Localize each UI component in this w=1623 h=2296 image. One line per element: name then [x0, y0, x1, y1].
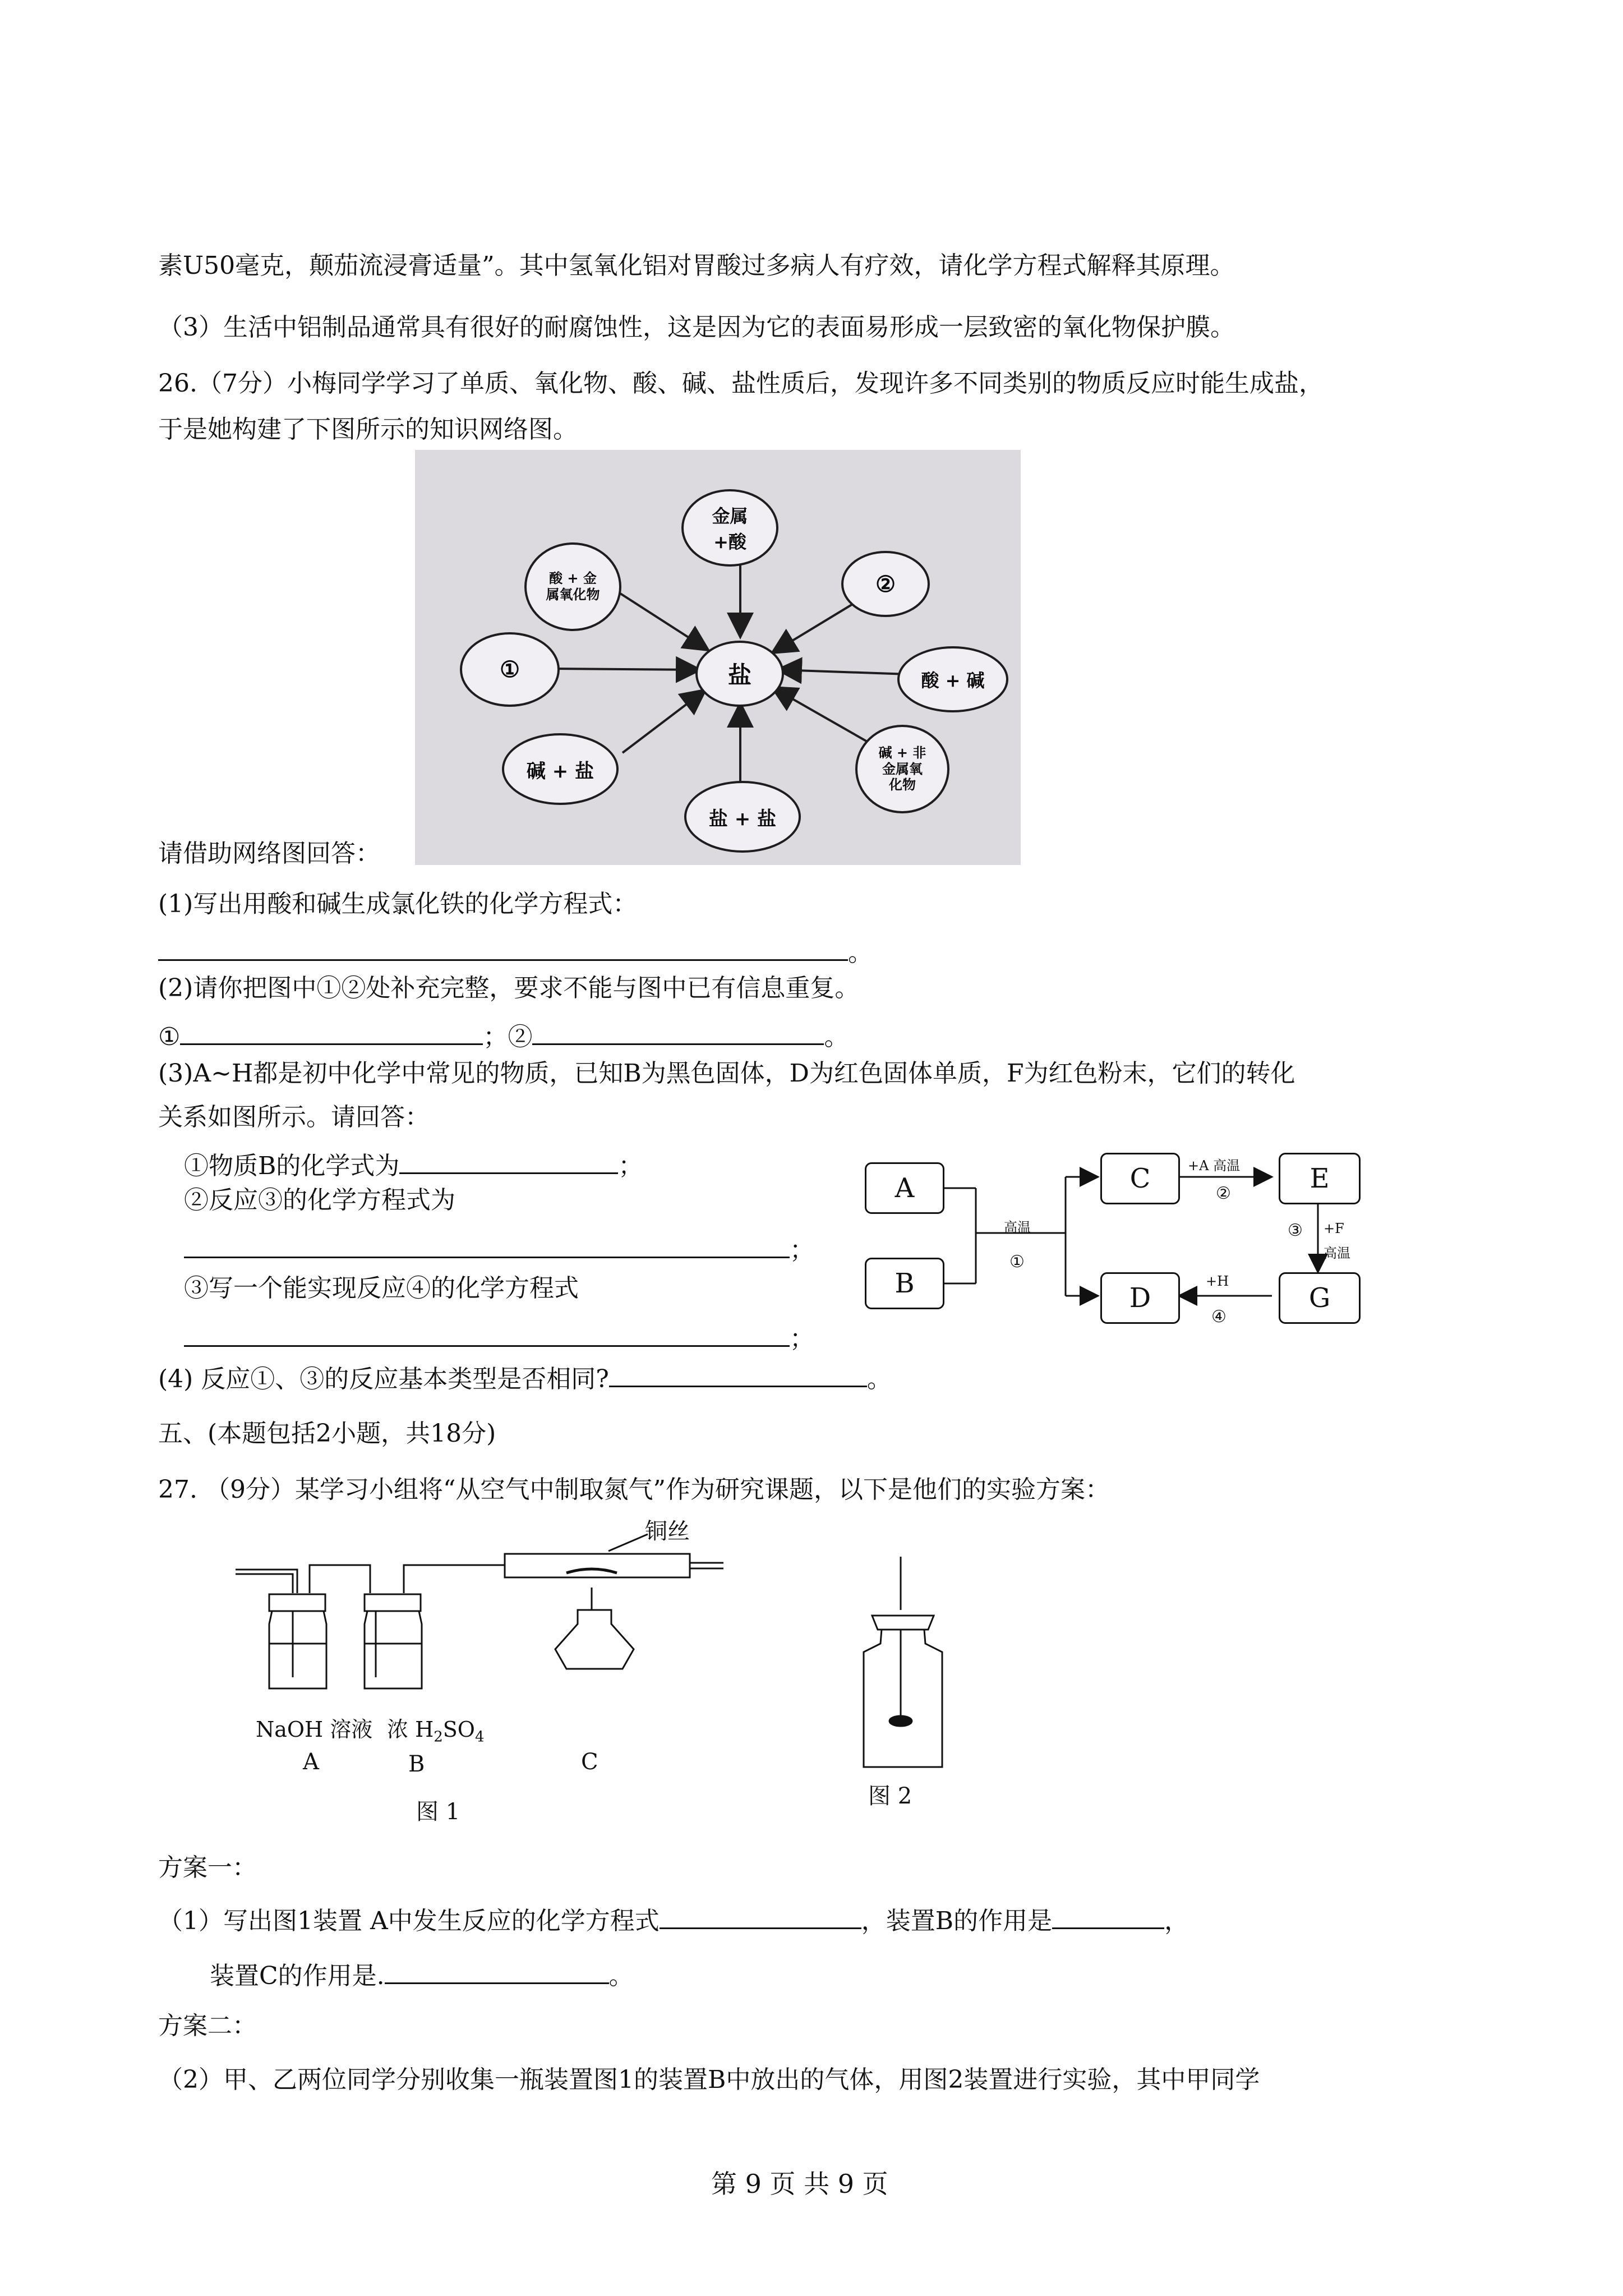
answer-blank-b-formula[interactable]	[399, 1150, 618, 1174]
question-26-line-1: 26.（7分）小梅同学学习了单质、氧化物、酸、碱、盐性质后，发现许多不同类别的物质反应时能生成盐，	[158, 369, 1324, 398]
question-26-3-part-2: ②反应③的化学方程式为	[184, 1186, 455, 1214]
answer-blank-27-1a[interactable]	[660, 1905, 861, 1929]
question-27-1: （1）写出图1装置 A中发生反应的化学方程式 ，装置B的作用是 ，	[158, 1905, 1189, 1934]
question-26-4: (4) 反应①、③的反应基本类型是否相同? 。	[158, 1363, 892, 1392]
apparatus-label-b: B	[408, 1751, 425, 1777]
figure-2-apparatus	[852, 1554, 987, 1789]
section-5-heading: 五、(本题包括2小题，共18分)	[158, 1419, 496, 1448]
flow-box-b: B	[865, 1258, 944, 1309]
question-26-3-part-1: ①物质B的化学式为 ；	[184, 1150, 643, 1179]
network-node-1: ①	[460, 632, 560, 707]
question-26-3-part-3: ③写一个能实现反应④的化学方程式	[184, 1274, 579, 1303]
plan-two-heading: 方案二：	[158, 2012, 257, 2040]
network-node-2: ②	[841, 551, 930, 617]
apparatus-label-c: C	[581, 1749, 598, 1775]
reaction-3-number: ③	[1288, 1221, 1303, 1240]
flow-box-c: C	[1100, 1153, 1180, 1204]
answer-blank-26-4[interactable]	[609, 1363, 867, 1387]
reaction-1-condition: 高温	[1004, 1220, 1031, 1235]
network-center-salt: 盐	[695, 641, 784, 707]
text-line-2: （3）生活中铝制品通常具有很好的耐腐蚀性，这是因为它的表面易形成一层致密的氧化物保护膜。	[158, 313, 1235, 342]
answer-line-26-1: 。	[158, 937, 873, 965]
figure-1-apparatus	[230, 1526, 735, 1694]
network-node-salt-salt: 盐 + 盐	[684, 781, 801, 853]
reaction-4-number: ④	[1211, 1307, 1227, 1327]
answer-line-part-3: ；	[184, 1323, 814, 1351]
reaction-4-condition: +H	[1206, 1273, 1229, 1289]
naoh-solution-label: NaOH 溶液	[256, 1717, 373, 1742]
question-27-intro: 27. （9分）某学习小组将“从空气中制取氮气”作为研究课题，以下是他们的实验方案：	[158, 1475, 1110, 1504]
question-26-3-line-2: 关系如图所示。请回答：	[158, 1103, 430, 1131]
answer-blank-reaction-4[interactable]	[184, 1323, 790, 1347]
question-26-2: (2)请你把图中①②处补充完整，要求不能与图中已有信息重复。	[158, 974, 860, 1002]
page-footer: 第 9 页 共 9 页	[711, 2169, 888, 2199]
reaction-3-condition-2: 高温	[1324, 1245, 1350, 1261]
network-node-base-salt: 碱 + 盐	[502, 733, 619, 805]
flow-box-g: G	[1279, 1272, 1361, 1324]
question-26-1: (1)写出用酸和碱生成氯化铁的化学方程式：	[158, 890, 638, 918]
copper-wire-label: 铜丝	[645, 1519, 690, 1544]
figure-2-caption: 图 2	[868, 1783, 912, 1809]
figure-1-caption: 图 1	[416, 1799, 460, 1825]
apparatus-label-a: A	[303, 1749, 319, 1775]
question-26-line-2: 于是她构建了下图所示的知识网络图。	[158, 415, 578, 444]
answer-blank-26-2b[interactable]	[532, 1021, 824, 1045]
reaction-2-condition: +A 高温	[1188, 1158, 1241, 1174]
question-26-3-line-1: (3)A~H都是初中化学中常见的物质，已知B为黑色固体，D为红色固体单质，F为红色粉末，它们的转化	[158, 1059, 1295, 1088]
flow-box-e: E	[1279, 1153, 1361, 1204]
answer-line-part-2: ；	[184, 1234, 814, 1263]
knowledge-network-diagram	[415, 450, 1021, 865]
question-27-1-cont: 装置C的作用是. 。	[210, 1960, 634, 1989]
answer-blank-27-1b[interactable]	[1052, 1905, 1164, 1929]
prompt-line: 请借助网络图回答：	[158, 839, 380, 868]
network-node-metal-acid: 金属 +酸	[681, 489, 778, 567]
plan-one-heading: 方案一：	[158, 1853, 257, 1882]
flow-box-d: D	[1100, 1272, 1180, 1324]
reaction-2-number: ②	[1216, 1184, 1231, 1203]
answer-blank-26-1[interactable]	[158, 937, 848, 961]
answer-blank-26-2a[interactable]	[180, 1021, 483, 1045]
answer-blank-reaction-3[interactable]	[184, 1234, 790, 1258]
text-line-1: 素U50毫克，颠茄流浸膏适量”。其中氢氧化铝对胃酸过多病人有疗效，请化学方程式解释其原理。	[158, 251, 1235, 280]
network-node-base-nonmetal-oxide: 碱 + 非 金属氧 化物	[855, 725, 949, 813]
network-node-acid-metal-oxide: 酸 + 金 属氧化物	[524, 542, 621, 631]
copper-wire-pointer	[606, 1531, 651, 1554]
network-node-acid-base: 酸 + 碱	[897, 646, 1008, 712]
reaction-3-condition-1: +F	[1324, 1221, 1344, 1236]
answer-line-26-2: ① ；② 。	[158, 1021, 849, 1050]
reaction-1-number: ①	[1009, 1252, 1025, 1272]
conc-sulfuric-acid-label: 浓 $H_2SO_4$	[387, 1717, 485, 1746]
flow-box-a: A	[865, 1162, 944, 1214]
question-27-2: （2）甲、乙两位同学分别收集一瓶装置图1的装置B中放出的气体，用图2装置进行实验，其中甲同学	[158, 2065, 1260, 2094]
answer-blank-27-1c[interactable]	[385, 1960, 609, 1984]
